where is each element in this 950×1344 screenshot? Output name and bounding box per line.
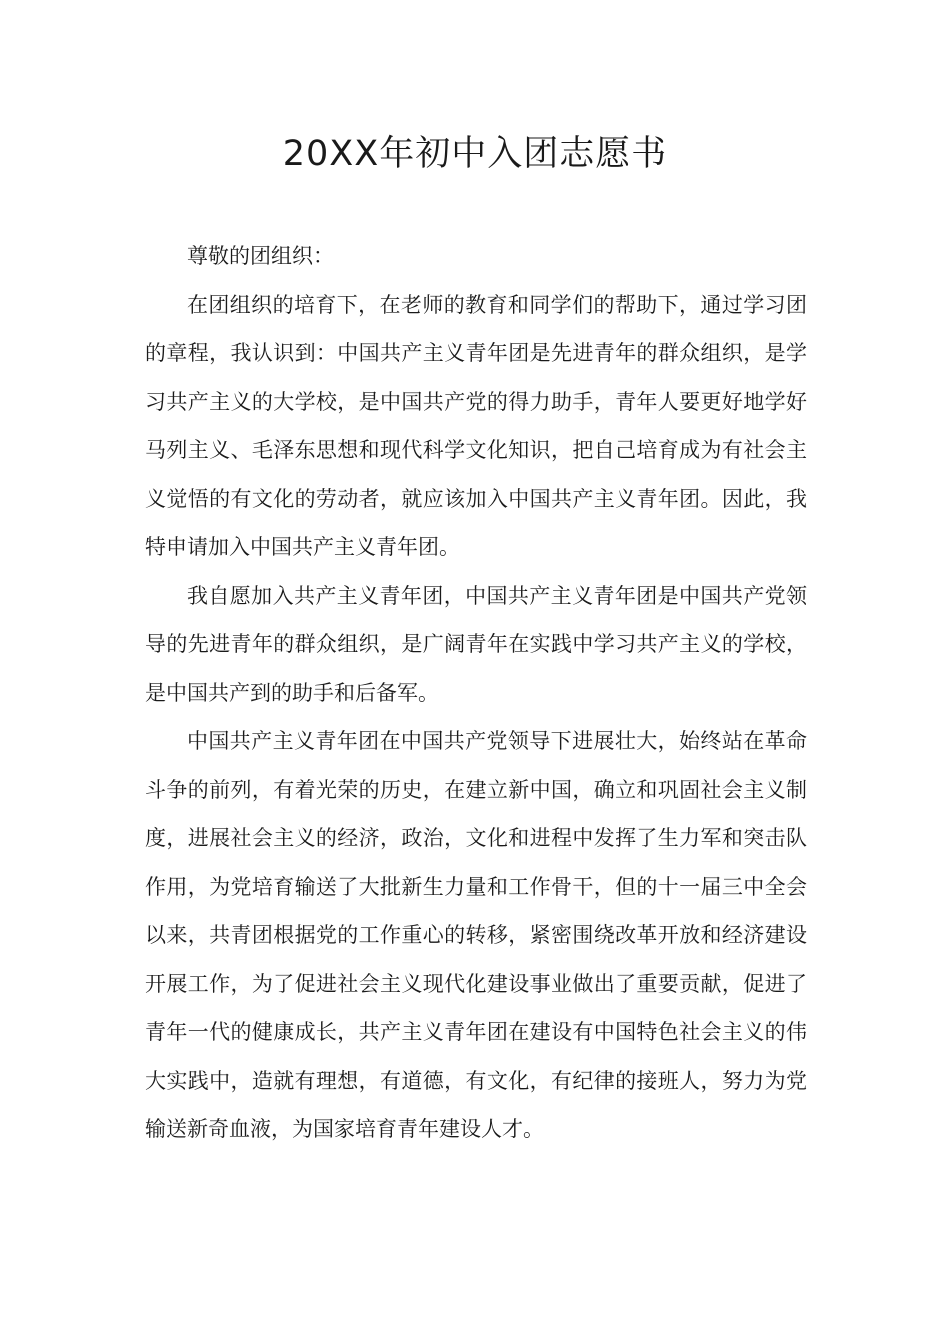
- salutation: 尊敬的团组织：: [187, 244, 334, 268]
- paragraph-3: 中国共产主义青年团在中国共产党领导下进展壮大，始终站在革命斗争的前列，有着光荣的历史，在建立新中国，确立和巩固社会主义制度，进展社会主义的经济，政治，文化和进程中发挥了生力军和突击队作用，为党培育输送了大批新生力量和工作骨干，但的十一届三中全会以来，共青团根据党的工作重心的转移，紧密围绕改革开放和经济建设开展工作，为了促进社会主义现代化建设事业做出了重要贡献，促进了青年一代的健康成长，共产主义青年团在建设有中国特色社会主义的伟大实践中，造就有理想，有道德，有文化，有纪律的接班人，努力为党输送新奇血液，为国家培育青年建设人才。: [145, 729, 807, 1141]
- paragraph-1: 在团组织的培育下，在老师的教育和同学们的帮助下，通过学习团的章程，我认识到：中国共产主义青年团是先进青年的群众组织，是学习共产主义的大学校，是中国共产党的得力助手，青年人要更好地学好马列主义、毛泽东思想和现代科学文化知识，把自己培育成为有社会主义觉悟的有文化的劳动者，就应该加入中国共产主义青年团。因此，我特申请加入中国共产主义青年团。: [145, 292, 807, 559]
- document-title: 20XX年初中入团志愿书: [282, 134, 668, 174]
- paragraph-2: 我自愿加入共产主义青年团，中国共产主义青年团是中国共产党领导的先进青年的群众组织，是广阔青年在实践中学习共产主义的学校，是中国共产到的助手和后备军。: [145, 583, 807, 705]
- document-body: [145, 232, 807, 1154]
